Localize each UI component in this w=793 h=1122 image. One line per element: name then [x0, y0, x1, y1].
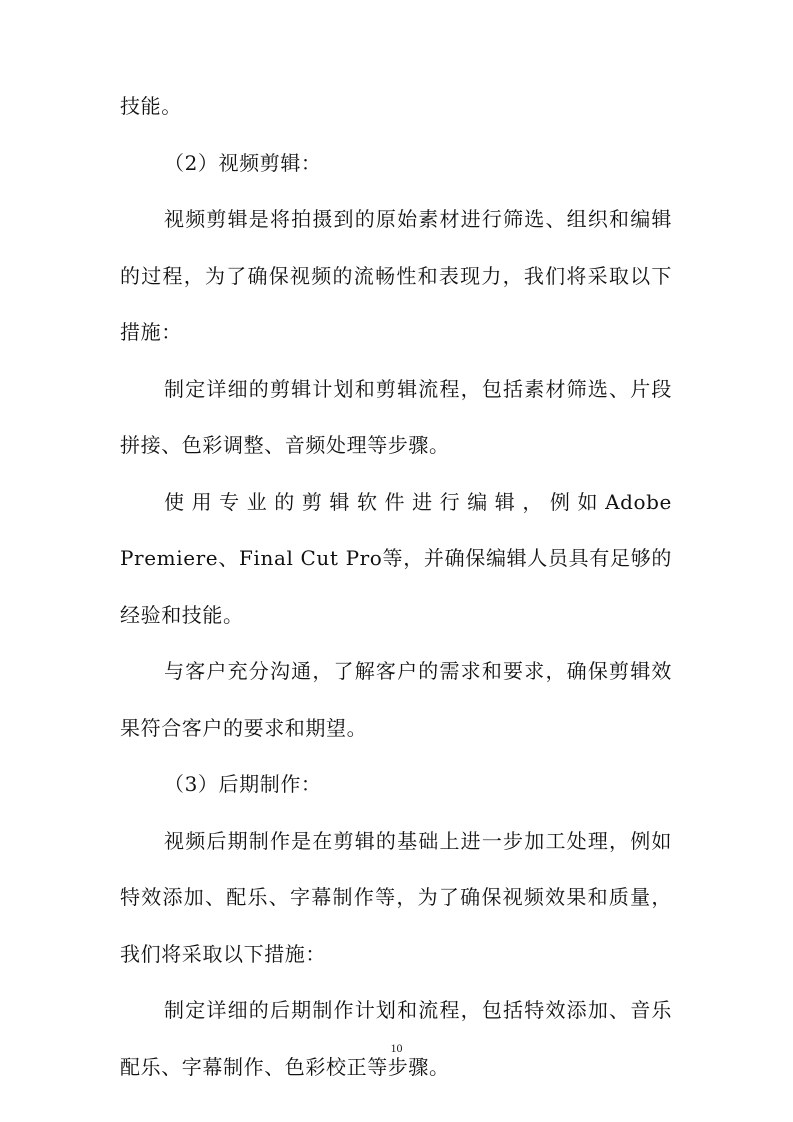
paragraph-editing-intro: 视频剪辑是将拍摄到的原始素材进行筛选、组织和编辑的过程，为了确保视频的流畅性和表现力，我们将采取以下措施：	[120, 207, 672, 344]
page-number: 10	[390, 1041, 403, 1055]
section-heading-post-production: （3）后期制作：	[164, 772, 322, 796]
paragraph-editing-plan: 制定详细的剪辑计划和剪辑流程，包括素材筛选、片段拼接、色彩调整、音频处理等步骤。	[120, 376, 672, 457]
paragraph-post-production-plan: 制定详细的后期制作计划和流程，包括特效添加、音乐配乐、字幕制作、色彩校正等步骤。	[120, 998, 672, 1079]
paragraph-editing-software: 使用专业的剪辑软件进行编辑，例如Adobe Premiere、Final Cut Pro等，并确保编辑人员具有足够的经验和技能。	[120, 489, 672, 627]
paragraph-continuation: 技能。	[120, 94, 182, 118]
paragraph-client-communication: 与客户充分沟通，了解客户的需求和要求，确保剪辑效果符合客户的要求和期望。	[120, 659, 672, 740]
section-heading-video-editing: （2）视频剪辑：	[164, 150, 322, 175]
document-body	[120, 78, 672, 1095]
paragraph-post-production-intro: 视频后期制作是在剪辑的基础上进一步加工处理，例如特效添加、配乐、字幕制作等，为了确保视频效果和质量，我们将采取以下措施：	[120, 828, 672, 966]
